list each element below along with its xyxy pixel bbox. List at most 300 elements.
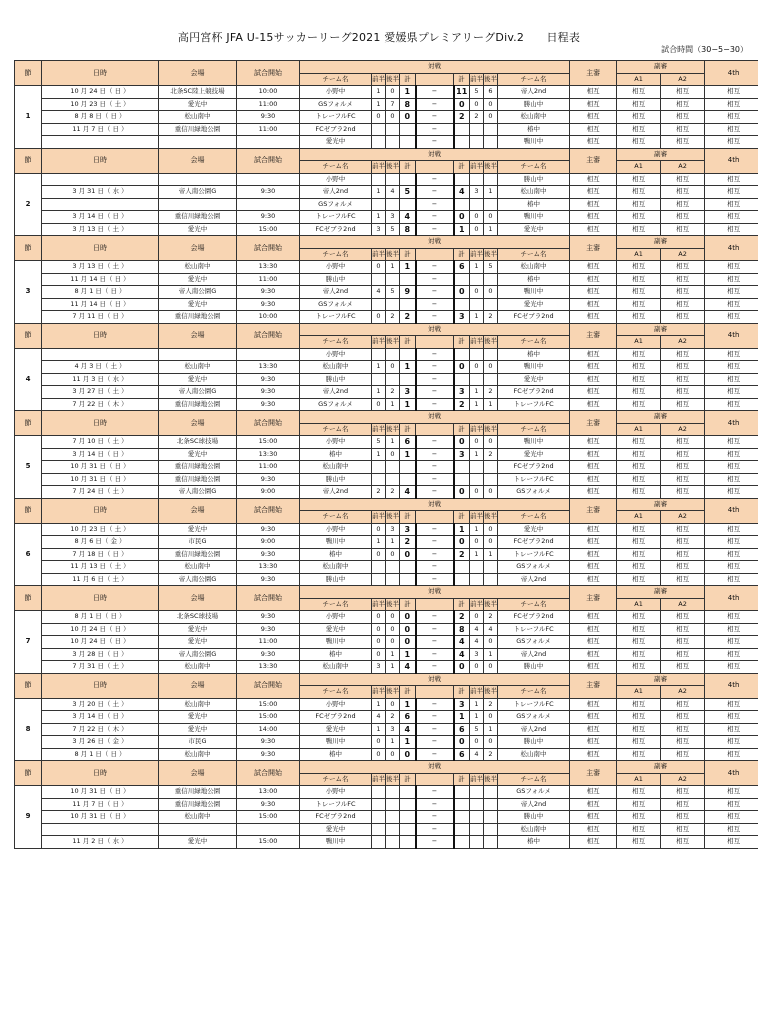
match-kickoff xyxy=(237,823,300,836)
match-row xyxy=(15,286,758,299)
match-venue: 松山南中 xyxy=(159,661,237,674)
header-a2: A2 xyxy=(661,598,705,611)
away-team: 松山南中 xyxy=(498,261,570,274)
away-second-half: 2 xyxy=(484,448,498,461)
away-second-half xyxy=(484,173,498,186)
referee-fourth: 相互 xyxy=(705,698,758,711)
referee-main: 相互 xyxy=(570,461,617,474)
home-first-half xyxy=(372,786,386,799)
away-first-half: 1 xyxy=(470,698,484,711)
home-second-half: 0 xyxy=(386,548,400,561)
away-second-half xyxy=(484,348,498,361)
referee-a1: 相互 xyxy=(617,123,661,136)
header-venue: 会場 xyxy=(159,411,237,436)
header-away-first-half: 前半 xyxy=(470,511,484,524)
header-date: 日時 xyxy=(42,761,159,786)
header-away-total: 計 xyxy=(454,73,470,86)
home-first-half: 0 xyxy=(372,311,386,324)
away-second-half: 1 xyxy=(484,548,498,561)
away-first-half: 0 xyxy=(470,486,484,499)
match-date: 8 月 1 日（ 日 ） xyxy=(42,286,159,299)
header-away-second-half: 後半 xyxy=(484,73,498,86)
match-row xyxy=(15,536,758,549)
referee-a2: 相互 xyxy=(661,648,705,661)
away-second-half: 0 xyxy=(484,436,498,449)
match-venue: 重信川緑地公園 xyxy=(159,461,237,474)
referee-fourth: 相互 xyxy=(705,561,758,574)
referee-a2: 相互 xyxy=(661,136,705,149)
away-first-half xyxy=(470,811,484,824)
header-match: 対戦 xyxy=(300,411,570,424)
match-venue: 愛光中 xyxy=(159,448,237,461)
header-away-total: 計 xyxy=(454,598,470,611)
header-a1: A1 xyxy=(617,161,661,174)
away-team: 愛光中 xyxy=(498,298,570,311)
match-row xyxy=(15,473,758,486)
away-second-half: 6 xyxy=(484,86,498,99)
home-first-half xyxy=(372,823,386,836)
match-kickoff xyxy=(237,198,300,211)
header-referee-main: 主審 xyxy=(570,236,617,261)
header-home-first-half: 前半 xyxy=(372,248,386,261)
header-away-total: 計 xyxy=(454,423,470,436)
home-team: GSフォルメ xyxy=(300,398,372,411)
home-second-half: 0 xyxy=(386,361,400,374)
referee-a1: 相互 xyxy=(617,361,661,374)
home-second-half: 3 xyxy=(386,523,400,536)
away-second-half xyxy=(484,786,498,799)
away-team: トレーフルFC xyxy=(498,398,570,411)
away-second-half xyxy=(484,298,498,311)
header-a2: A2 xyxy=(661,773,705,786)
away-first-half: 1 xyxy=(470,711,484,724)
match-kickoff: 15:00 xyxy=(237,811,300,824)
home-total xyxy=(400,561,416,574)
section-header-row xyxy=(15,148,758,161)
home-team: 松山南中 xyxy=(300,461,372,474)
header-referee-main: 主審 xyxy=(570,498,617,523)
match-kickoff: 9:30 xyxy=(237,398,300,411)
match-kickoff: 10:00 xyxy=(237,311,300,324)
match-kickoff: 15:00 xyxy=(237,836,300,849)
referee-a2: 相互 xyxy=(661,286,705,299)
header-venue: 会場 xyxy=(159,761,237,786)
home-team: 勝山中 xyxy=(300,373,372,386)
home-second-half: 1 xyxy=(386,261,400,274)
referee-main: 相互 xyxy=(570,836,617,849)
section-header-row xyxy=(15,761,758,774)
away-total xyxy=(454,561,470,574)
match-row xyxy=(15,98,758,111)
match-row xyxy=(15,298,758,311)
home-first-half xyxy=(372,561,386,574)
referee-a2: 相互 xyxy=(661,548,705,561)
header-home-team: チーム名 xyxy=(300,73,372,86)
match-venue: 愛光中 xyxy=(159,523,237,536)
home-total xyxy=(400,198,416,211)
away-team: 椿中 xyxy=(498,348,570,361)
away-second-half: 1 xyxy=(484,723,498,736)
header-home-team: チーム名 xyxy=(300,248,372,261)
away-total: 1 xyxy=(454,223,470,236)
match-venue xyxy=(159,173,237,186)
referee-fourth: 相互 xyxy=(705,173,758,186)
home-team: 愛光中 xyxy=(300,623,372,636)
header-referee-main: 主審 xyxy=(570,61,617,86)
referee-main: 相互 xyxy=(570,811,617,824)
match-venue: 重信川緑地公園 xyxy=(159,786,237,799)
referee-a2: 相互 xyxy=(661,723,705,736)
header-fourth: 4th xyxy=(705,586,758,611)
home-second-half: 1 xyxy=(386,736,400,749)
home-first-half: 1 xyxy=(372,723,386,736)
header-kickoff: 試合開始 xyxy=(237,61,300,86)
referee-fourth: 相互 xyxy=(705,286,758,299)
away-total: 6 xyxy=(454,261,470,274)
match-venue: 重信川緑地公園 xyxy=(159,548,237,561)
match-date xyxy=(42,823,159,836)
match-kickoff: 13:30 xyxy=(237,261,300,274)
referee-a2: 相互 xyxy=(661,123,705,136)
header-home-second-half: 後半 xyxy=(386,73,400,86)
section-number: 9 xyxy=(15,786,42,849)
score-separator: − xyxy=(416,98,454,111)
match-date: 11 月 14 日（ 日 ） xyxy=(42,298,159,311)
home-first-half xyxy=(372,298,386,311)
home-team: 椿中 xyxy=(300,548,372,561)
header-section: 節 xyxy=(15,586,42,611)
home-first-half: 0 xyxy=(372,623,386,636)
home-first-half: 0 xyxy=(372,111,386,124)
away-first-half xyxy=(470,298,484,311)
match-kickoff: 13:30 xyxy=(237,361,300,374)
away-team: 鴨川中 xyxy=(498,436,570,449)
referee-fourth: 相互 xyxy=(705,111,758,124)
referee-main: 相互 xyxy=(570,486,617,499)
match-row xyxy=(15,111,758,124)
away-first-half: 5 xyxy=(470,723,484,736)
away-team: GSフォルメ xyxy=(498,636,570,649)
match-date: 3 月 14 日（ 日 ） xyxy=(42,211,159,224)
match-kickoff: 9:30 xyxy=(237,798,300,811)
away-first-half: 3 xyxy=(470,648,484,661)
home-total: 3 xyxy=(400,523,416,536)
away-second-half xyxy=(484,373,498,386)
away-second-half: 0 xyxy=(484,536,498,549)
referee-a1: 相互 xyxy=(617,348,661,361)
match-row xyxy=(15,636,758,649)
home-first-half xyxy=(372,348,386,361)
score-separator: − xyxy=(416,361,454,374)
home-second-half xyxy=(386,273,400,286)
away-second-half: 1 xyxy=(484,648,498,661)
match-row xyxy=(15,361,758,374)
match-venue xyxy=(159,136,237,149)
match-row xyxy=(15,86,758,99)
match-date xyxy=(42,198,159,211)
match-date: 4 月 3 日（ 土 ） xyxy=(42,361,159,374)
referee-fourth: 相互 xyxy=(705,311,758,324)
home-first-half xyxy=(372,573,386,586)
match-kickoff: 9:30 xyxy=(237,298,300,311)
match-date xyxy=(42,136,159,149)
referee-main: 相互 xyxy=(570,261,617,274)
away-team: 帝人2nd xyxy=(498,723,570,736)
away-first-half xyxy=(470,561,484,574)
away-total: 0 xyxy=(454,486,470,499)
header-home-team: チーム名 xyxy=(300,511,372,524)
match-kickoff: 9:30 xyxy=(237,736,300,749)
away-second-half xyxy=(484,836,498,849)
home-first-half: 1 xyxy=(372,386,386,399)
referee-a1: 相互 xyxy=(617,811,661,824)
home-total: 9 xyxy=(400,286,416,299)
match-venue: 松山南中 xyxy=(159,748,237,761)
header-away-total: 計 xyxy=(454,336,470,349)
header-separator xyxy=(416,423,454,436)
header-home-second-half: 後半 xyxy=(386,248,400,261)
header-venue: 会場 xyxy=(159,498,237,523)
away-team: 帝人2nd xyxy=(498,86,570,99)
away-total xyxy=(454,173,470,186)
section-header-row xyxy=(15,236,758,249)
away-second-half: 0 xyxy=(484,486,498,499)
home-team: 愛光中 xyxy=(300,136,372,149)
match-row xyxy=(15,461,758,474)
score-separator: − xyxy=(416,386,454,399)
home-team: 愛光中 xyxy=(300,723,372,736)
header-referee-main: 主審 xyxy=(570,673,617,698)
match-row xyxy=(15,173,758,186)
home-first-half xyxy=(372,473,386,486)
home-team: 小野中 xyxy=(300,698,372,711)
match-kickoff: 11:00 xyxy=(237,123,300,136)
home-team: GSフォルメ xyxy=(300,98,372,111)
match-row xyxy=(15,211,758,224)
home-total: 4 xyxy=(400,486,416,499)
referee-fourth: 相互 xyxy=(705,486,758,499)
away-second-half xyxy=(484,136,498,149)
home-first-half: 4 xyxy=(372,711,386,724)
header-fourth: 4th xyxy=(705,498,758,523)
referee-a2: 相互 xyxy=(661,823,705,836)
referee-main: 相互 xyxy=(570,198,617,211)
referee-fourth: 相互 xyxy=(705,373,758,386)
header-away-first-half: 前半 xyxy=(470,248,484,261)
away-total xyxy=(454,198,470,211)
header-home-second-half: 後半 xyxy=(386,336,400,349)
header-venue: 会場 xyxy=(159,586,237,611)
referee-main: 相互 xyxy=(570,786,617,799)
referee-a1: 相互 xyxy=(617,836,661,849)
score-separator: − xyxy=(416,836,454,849)
header-away-second-half: 後半 xyxy=(484,248,498,261)
match-row xyxy=(15,123,758,136)
referee-main: 相互 xyxy=(570,823,617,836)
referee-fourth: 相互 xyxy=(705,623,758,636)
match-date: 10 月 23 日（ 土 ） xyxy=(42,98,159,111)
header-a1: A1 xyxy=(617,73,661,86)
match-date: 11 月 2 日（ 水 ） xyxy=(42,836,159,849)
header-date: 日時 xyxy=(42,61,159,86)
match-row xyxy=(15,811,758,824)
header-match: 対戦 xyxy=(300,586,570,599)
away-total: 4 xyxy=(454,186,470,199)
section-number: 7 xyxy=(15,611,42,674)
referee-a1: 相互 xyxy=(617,211,661,224)
home-total: 2 xyxy=(400,536,416,549)
header-home-first-half: 前半 xyxy=(372,598,386,611)
match-venue: 愛光中 xyxy=(159,273,237,286)
referee-a1: 相互 xyxy=(617,398,661,411)
home-team: 鴨川中 xyxy=(300,536,372,549)
home-first-half: 0 xyxy=(372,648,386,661)
referee-a1: 相互 xyxy=(617,261,661,274)
away-second-half: 0 xyxy=(484,361,498,374)
match-kickoff: 11:00 xyxy=(237,461,300,474)
header-referee-main: 主審 xyxy=(570,323,617,348)
match-kickoff: 15:00 xyxy=(237,436,300,449)
match-kickoff: 9:30 xyxy=(237,373,300,386)
home-total: 1 xyxy=(400,448,416,461)
referee-fourth: 相互 xyxy=(705,86,758,99)
referee-fourth: 相互 xyxy=(705,798,758,811)
header-date: 日時 xyxy=(42,148,159,173)
away-team: FCゼブラ2nd xyxy=(498,536,570,549)
away-first-half: 0 xyxy=(470,286,484,299)
referee-main: 相互 xyxy=(570,173,617,186)
header-a2: A2 xyxy=(661,248,705,261)
away-second-half: 2 xyxy=(484,386,498,399)
match-venue: 帝人南公園G xyxy=(159,573,237,586)
section-header-row xyxy=(15,586,758,599)
header-home-first-half: 前半 xyxy=(372,161,386,174)
away-second-half: 2 xyxy=(484,698,498,711)
header-referee-sub: 副審 xyxy=(617,236,705,249)
header-date: 日時 xyxy=(42,673,159,698)
referee-fourth: 相互 xyxy=(705,361,758,374)
score-separator: − xyxy=(416,611,454,624)
match-venue: 松山南中 xyxy=(159,811,237,824)
home-team: 松山南中 xyxy=(300,561,372,574)
away-team: トレーフルFC xyxy=(498,473,570,486)
header-home-team: チーム名 xyxy=(300,598,372,611)
referee-fourth: 相互 xyxy=(705,523,758,536)
header-referee-sub: 副審 xyxy=(617,323,705,336)
referee-main: 相互 xyxy=(570,361,617,374)
match-row xyxy=(15,561,758,574)
home-first-half: 1 xyxy=(372,536,386,549)
referee-a2: 相互 xyxy=(661,473,705,486)
match-date: 3 月 13 日（ 土 ） xyxy=(42,261,159,274)
match-date: 10 月 31 日（ 日 ） xyxy=(42,473,159,486)
home-second-half: 7 xyxy=(386,98,400,111)
referee-a1: 相互 xyxy=(617,486,661,499)
referee-fourth: 相互 xyxy=(705,548,758,561)
section-number: 4 xyxy=(15,348,42,411)
header-date: 日時 xyxy=(42,323,159,348)
match-date: 3 月 14 日（ 日 ） xyxy=(42,448,159,461)
header-match: 対戦 xyxy=(300,61,570,74)
referee-a2: 相互 xyxy=(661,436,705,449)
header-away-team: チーム名 xyxy=(498,73,570,86)
match-row xyxy=(15,623,758,636)
referee-main: 相互 xyxy=(570,623,617,636)
header-separator xyxy=(416,773,454,786)
header-date: 日時 xyxy=(42,498,159,523)
header-away-team: チーム名 xyxy=(498,511,570,524)
header-away-first-half: 前半 xyxy=(470,423,484,436)
header-venue: 会場 xyxy=(159,673,237,698)
referee-main: 相互 xyxy=(570,448,617,461)
match-kickoff: 9:30 xyxy=(237,211,300,224)
referee-main: 相互 xyxy=(570,348,617,361)
match-row xyxy=(15,548,758,561)
referee-a2: 相互 xyxy=(661,736,705,749)
away-total: 0 xyxy=(454,436,470,449)
referee-fourth: 相互 xyxy=(705,448,758,461)
match-date: 7 月 22 日（ 木 ） xyxy=(42,398,159,411)
away-team: 椿中 xyxy=(498,123,570,136)
match-venue: 市民G xyxy=(159,736,237,749)
header-separator xyxy=(416,248,454,261)
referee-main: 相互 xyxy=(570,373,617,386)
home-first-half: 0 xyxy=(372,736,386,749)
section-header-row xyxy=(15,498,758,511)
referee-a1: 相互 xyxy=(617,298,661,311)
match-date: 3 月 14 日（ 日 ） xyxy=(42,711,159,724)
match-kickoff: 9:30 xyxy=(237,386,300,399)
referee-a1: 相互 xyxy=(617,786,661,799)
away-team: 帝人2nd xyxy=(498,798,570,811)
referee-a1: 相互 xyxy=(617,173,661,186)
away-total: 6 xyxy=(454,723,470,736)
match-venue: 重信川緑地公園 xyxy=(159,211,237,224)
match-venue: 帝人南公園G xyxy=(159,486,237,499)
referee-a2: 相互 xyxy=(661,111,705,124)
referee-main: 相互 xyxy=(570,223,617,236)
away-team: トレーフルFC xyxy=(498,623,570,636)
header-away-team: チーム名 xyxy=(498,248,570,261)
away-first-half: 4 xyxy=(470,636,484,649)
home-second-half: 2 xyxy=(386,486,400,499)
score-separator: − xyxy=(416,648,454,661)
header-away-team: チーム名 xyxy=(498,336,570,349)
home-second-half xyxy=(386,198,400,211)
home-first-half: 1 xyxy=(372,98,386,111)
away-team: 椿中 xyxy=(498,273,570,286)
referee-main: 相互 xyxy=(570,661,617,674)
away-first-half: 1 xyxy=(470,311,484,324)
match-venue: 北条SC陸上競技場 xyxy=(159,86,237,99)
header-home-team: チーム名 xyxy=(300,336,372,349)
match-row xyxy=(15,186,758,199)
header-home-second-half: 後半 xyxy=(386,161,400,174)
home-second-half: 1 xyxy=(386,661,400,674)
home-total xyxy=(400,823,416,836)
home-total: 6 xyxy=(400,436,416,449)
home-second-half: 2 xyxy=(386,311,400,324)
match-date: 10 月 24 日（ 日 ） xyxy=(42,86,159,99)
referee-fourth: 相互 xyxy=(705,273,758,286)
referee-main: 相互 xyxy=(570,798,617,811)
referee-a2: 相互 xyxy=(661,798,705,811)
header-separator xyxy=(416,686,454,699)
referee-a2: 相互 xyxy=(661,748,705,761)
match-venue: 重信川緑地公園 xyxy=(159,311,237,324)
header-a1: A1 xyxy=(617,511,661,524)
away-first-half xyxy=(470,273,484,286)
